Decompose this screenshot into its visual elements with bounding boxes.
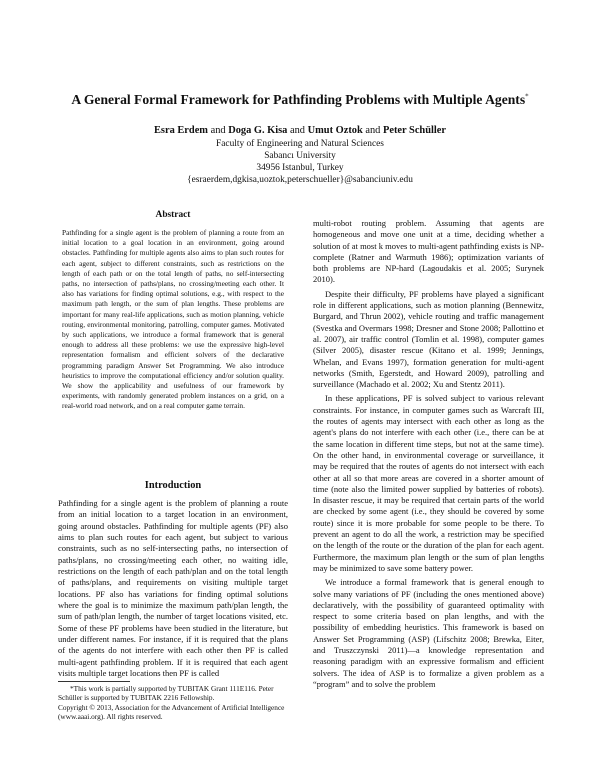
footnote-funding: *This work is partially supported by TUBITAK Grant 111E116. Peter Schüller is supported by TUBITAK 2216 Fellowship.: [58, 684, 274, 703]
author-name: Peter Schüller: [382, 125, 446, 136]
column2-paragraph-1: multi-robot routing problem. Assuming that agents are homogeneous and move one unit at a time, deciding whether a solution of at most k moves to multi-agent pathfinding exists is NP-complete (Ratner and Warmuth 1986); optimization variants of both problems are NP-hard (Lagoudakis et al. 2005; Surynek 2010).: [313, 218, 544, 285]
author-name: Umut Oztok: [307, 125, 363, 136]
affiliation-faculty: Faculty of Engineering and Natural Sciences: [216, 139, 384, 149]
abstract-text: Pathfinding for a single agent is the problem of planning a route from an initial location to a goal location in an environment, going around obstacles. Pathfinding for multiple agents also aims to plan such routes for each agent, subject to different constraints, such as restrictions on the length of each path or on the total length of paths, no self-intersecting paths, no intersection of paths/plans, no crossing/meeting each other. It also has variations for finding optimal solutions, e.g., with respect to the maximum path length, or the sum of plan lengths. These problems are important for many real-life applications, such as motion planning, vehicle routing, environmental monitoring, patrolling, computer games. Motivated by such applications, we introduce a formal framework that is general enough to address all these problems: we use the expressive high-level representation formalism and efficient solvers of the declarative programming paradigm Answer Set Programming. We also introduce heuristics to improve the computational efficiency and/or solution quality. We show the applicability and usefulness of our framework by experiments, with randomly generated problem instances on a grid, on a real-world road network, and on a real computer game terrain.: [62, 228, 284, 411]
column2-paragraph-3: In these applications, PF is solved subject to various relevant constraints. For instance, in computer games such as Warcraft III, the routes of agents may intersect with each other as long as the agent's plans do not interfere with each other (i.e., there can be at the same location in different time steps, but not at the same time). On the other hand, in environmental coverage or surveillance, it may be required that the routes of agents do not intersect with each other at all so that more areas are covered in a shorter amount of time (note also the limited power supplied by batteries of robots). In disaster rescue, it may be required that certain parts of the world are checked by some agent (i.e., they should be covered by some route) since it is more probable for some people to be there. To prevent an agent to do all the work, a restriction may be specified on the length of the route or the duration of the plan for each agent. Furthermore, the maximum plan length or the sum of plan lengths may be minimized to save some battery power.: [313, 393, 544, 573]
title-footnote-marker: *: [525, 92, 529, 101]
abstract-heading: Abstract: [155, 210, 191, 220]
affiliation-city: 34956 Istanbul, Turkey: [256, 163, 344, 173]
affiliation-email: {esraerdem,dgkisa,uoztok,peterschueller}@sabanciuniv.edu: [187, 175, 413, 185]
author-separator: and: [290, 125, 306, 136]
column2-paragraph-2: Despite their difficulty, PF problems have played a significant role in different applications, such as motion planning (Bennewitz, Burgard, and Thrun 2002), vehicle routing and traffic management (Svestka and Overmars 1998; Dresner and Stone 2008; Pallottino et al. 2007), air traffic control (Tomlin et al. 1998), computer games (Silver 2005), disaster rescue (Kitano et al. 1999; Jennings, Whelan, and Evans 1997), formation generation for multi-agent networks (Smith, Egerstedt, and Howard 2009), patrolling and surveillance (Machado et al. 2002; Xu and Stentz 2011).: [313, 288, 544, 390]
introduction-heading: Introduction: [144, 480, 202, 491]
affiliation: [0, 138, 600, 186]
footnote-copyright: Copyright © 2013, Association for the Advancement of Artificial Intelligence (www.aaai.org). All rights reserved.: [58, 702, 285, 722]
author-name: Esra Erdem: [154, 125, 208, 136]
author-name: Doga G. Kisa: [228, 125, 288, 136]
author-separator: and: [210, 125, 226, 136]
introduction-paragraph: Pathfinding for a single agent is the problem of planning a route from an initial location to a target location in an environment, going around obstacles. Pathfinding for multiple agents (PF) also aims to plan such routes for each agent, but subject to various constraints, such as no self-intersecting paths, no intersection of paths/plans, no crossing/meeting each other, no waiting idle, restrictions on the length of each path/plan and on the total length of paths/plans, and requirements on visiting multiple target locations. PF also has variations for finding optimal solutions where the goal is to minimize the maximum path/plan length, the sum of path/plan length, the number of target locations visited, etc. Some of these PF problems have been studied in the literature, but under different names. For instance, if it is required that the plans of the agents do not interfere with each other then PF is called multi-agent pathfinding problem. If it is required that each agent visits multiple target locations then PF is called: [58, 498, 288, 679]
column2-paragraph-4: We introduce a formal framework that is general enough to solve many variations of PF (including the ones mentioned above) declaratively, with the possibility of guaranteed optimality with respect to some criteria based on plan lengths, and with the possibility of embedding heuristics. This framework is based on Answer Set Programming (ASP) (Lifschitz 2008; Brewka, Eiter, and Truszczynski 2011)—a knowledge representation and reasoning paradigm with an expressive formalism and efficient solvers. The idea of ASP is to formalize a given problem as a “program” and to solve the problem: [313, 577, 544, 689]
affiliation-university: Sabancı University: [264, 151, 336, 161]
author-list: [0, 124, 600, 138]
right-column: [313, 218, 544, 690]
footnote: [58, 684, 290, 722]
paper-title: [0, 92, 600, 108]
author-separator: and: [365, 125, 381, 136]
title-text: A General Formal Framework for Pathfinding Problems with Multiple Agents: [71, 92, 526, 107]
footnote-rule: [58, 681, 130, 682]
